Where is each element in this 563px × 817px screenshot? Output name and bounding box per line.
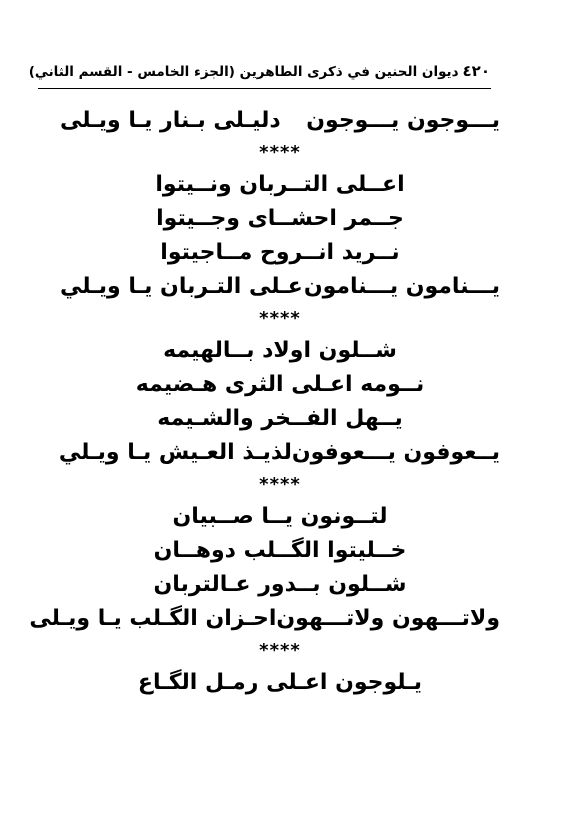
verse-line: لتــونون يــا صــبيان [172, 504, 388, 529]
refrain-second-half: لذيـذ العـيش يـا ويـلي [58, 440, 292, 465]
refrain-first-half: يـــوجون يـــوجون [306, 108, 500, 133]
refrain-line [29, 602, 500, 636]
verse-line: نــريد انــروح مــاجيتوا [160, 240, 400, 265]
refrain-first-half: يـــنامون يـــنامون [303, 274, 500, 299]
running-header [28, 62, 490, 84]
verse-line: شــلون بــدور عـالتربان [153, 572, 407, 597]
verse-line: خــليتوا الگــلب دوهــان [153, 538, 407, 563]
verse-line: يـلوجون اعـلى رمـل الگـاع [137, 670, 423, 695]
book-title: ديوان الحنين في ذكرى الطاهرين (الجزء الخامس - القسم الثاني) [28, 64, 459, 80]
stanza-separator: **** [259, 308, 301, 329]
stanza-separator: **** [259, 142, 301, 163]
refrain-line [60, 436, 500, 470]
verse-line: شــلون اولاد بــالهيمه [163, 338, 397, 363]
refrain-first-half: ولاتـــهون ولاتـــهون [276, 606, 500, 631]
refrain-second-half: عـلى التـربان يـا ويـلي [60, 274, 303, 299]
refrain-first-half: يــعوفون يـــعوفون [291, 440, 500, 465]
header-rule [38, 88, 491, 89]
verse-line: نــومه اعـلى الثرى هـضيمه [135, 372, 425, 397]
stanza-separator: **** [259, 474, 301, 495]
verse-line: جــمر احشــاى وجــيتوا [156, 206, 404, 231]
verse-line: اعــلى التــربان ونــيتوا [155, 172, 405, 197]
verse-line: يــهل الفــخر والشـيمه [157, 406, 403, 431]
stanza-separator: **** [259, 640, 301, 661]
refrain-second-half: احـزان الگـلب يـا ويـلى [29, 606, 277, 631]
refrain-line [60, 104, 500, 138]
refrain-second-half: دليـلى بـنار يـا ويـلى [60, 108, 281, 133]
poem-body [29, 104, 500, 700]
page-number: ٤٢٠ [462, 62, 490, 80]
refrain-line [60, 270, 500, 304]
